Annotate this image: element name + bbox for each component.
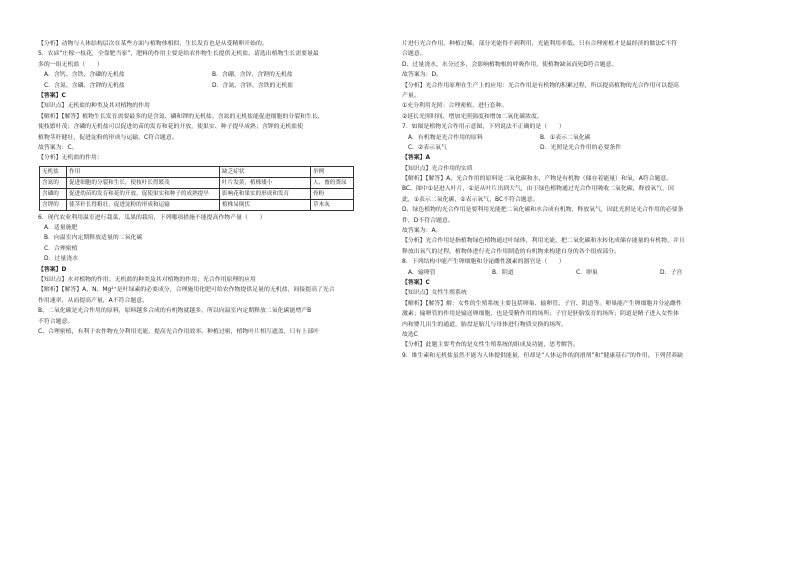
left-column xyxy=(38,39,396,337)
answer-label: 【答案】C xyxy=(38,92,66,99)
explanation-line: 片进行光合作用，种植过稀，部分光能得不到利用，光能利用率低。只有合理密植才是最经济的做法C不符 xyxy=(402,41,678,47)
table-header: 作用 xyxy=(67,166,220,177)
option-b: B．阴道 xyxy=(492,269,514,276)
option-b: B．①表示二氧化碳 xyxy=(540,134,591,141)
option-d: D．子宫 xyxy=(660,269,683,276)
option-b: B．含硼、含锌、含钾的无机盐 xyxy=(212,72,293,79)
table-row xyxy=(40,188,354,199)
option-a: A．适量施肥 xyxy=(44,225,78,232)
analysis-line: 【分析】无机盐的作用： xyxy=(38,155,103,162)
option-a: A．输卵管 xyxy=(408,269,436,276)
explanation-line: B、二氧化碳是光合作用的原料，原料越多合成的有机物就越多，所以向温室内定期释放二氧化碳能增产B xyxy=(38,308,312,315)
option-b: B．向温室内定期释放适量的二氧化碳 xyxy=(44,235,143,242)
explanation-line: 故答案为：D。 xyxy=(402,72,442,79)
table-cell: 促进细胞的分裂和生长，使枝叶长得繁茂 xyxy=(67,177,220,188)
table-header-row xyxy=(40,166,354,177)
answer-label: 【答案】A xyxy=(402,155,431,162)
answer-label: 【答案】D xyxy=(38,266,67,273)
explanation-line: 使枝繁叶茂；含磷的无机盐可以促进幼苗的发育和花的开放，使果实、种子提早成熟；含钾的无机盐使 xyxy=(38,124,304,131)
question-9-stem: 9．维生素和无机盐虽然不能为人体提供能量，但却是“人体运作的润滑剂”和“健康基石”的作用。下列营养缺 xyxy=(402,352,684,359)
option-d: D．含氮、含锌、含铁的无机盐 xyxy=(212,82,294,89)
question-8-stem: 8．下列结构中能产生卵细胞和分泌雌性激素的器官是（ ） xyxy=(402,259,565,266)
table-cell: 草木灰 xyxy=(311,199,354,210)
explanation-line: 故选C xyxy=(402,331,418,338)
analysis-line: 【分析】光合作用原理在生产上的应用：光合作用是有机物的积累过程，所以提高植物的光合作用可以提高 xyxy=(402,82,679,89)
right-column xyxy=(402,39,760,361)
option-a: A．含钙、含铁、含磷的无机盐 xyxy=(44,72,125,79)
answer-label: 【答案】C xyxy=(402,279,430,286)
question-5-options-row-2 xyxy=(38,81,396,91)
explanation-line: 内和婴儿出生的通道，胎盘是胎儿与母体进行物质交换的场所。 xyxy=(402,321,567,328)
question-8-options-row xyxy=(402,268,760,278)
table-cell: 促进幼苗的发育和花的开放，促使果实和种子的成熟提早 xyxy=(67,188,220,199)
knowledge-point: 【知识点】无机盐的种类及其对植物的作用 xyxy=(38,103,150,110)
explanation-line: BC、图中①是进入叶片，②是从叶片出到大气，由于绿色植物通过光合作用吸收二氧化碳，释放氧气，因 xyxy=(402,186,674,193)
knowledge-point: 【知识点】女性生殖系统 xyxy=(402,290,467,297)
table-header: 缺乏症状 xyxy=(220,166,311,177)
explanation-line: 件，D不符合题意。 xyxy=(402,217,454,224)
question-5-stem: 5．农谚“庄稼一枝花，全靠肥当家”，肥料的作用主要是给农作物生长提供无机盐。请选出植物生长需要量最 xyxy=(38,51,319,58)
option-c: C．②表示氧气 xyxy=(408,144,447,151)
explanation-line: 激素；输卵管的作用是输送卵细胞，也是受精作用的场所；子宫是胚胎发育的场所；阴道是精子进入女性体 xyxy=(402,311,679,318)
explanation-line: 【解析】【解答】植物生长发育需要最多的是含氮、磷和钾的无机盐。含氮的无机盐能促进细胞的分裂和生长， xyxy=(38,113,324,120)
table-cell: 含氮的 xyxy=(40,177,67,188)
explanation-line: 故答案为：A。 xyxy=(402,228,442,235)
analysis-line: 释放出氧气的过程。植物体进行光合作用制造的有机物来构建自身的各个组成部分。 xyxy=(402,248,620,255)
explanation-line: 【解析】【解答】A、光合作用的原料是二氧化碳和水，产物是有机物（储存着能量）和氧，A符合题意。 xyxy=(402,176,673,183)
option-d: D．过量浇水 xyxy=(44,256,78,263)
explanation-line: 植物茎秆健壮，促进淀粉的形成与运输，C符合题意。 xyxy=(38,134,178,141)
explanation-line: 此，①表示二氧化碳，②表示氧气，BC不符合题意。 xyxy=(402,196,539,203)
table-cell: 使茎秆长得粗壮，促进淀粉的形成和运输 xyxy=(67,199,220,210)
analysis-line: 【分析】光合作用是指植物绿色植物通过叶绿体，利用光能，把二氧化碳和水转化成储存能量的有机物，并且 xyxy=(402,238,685,245)
table-cell: 叶片发黄，植株矮小 xyxy=(220,177,311,188)
explanation-line: 不符合题意。 xyxy=(38,318,74,325)
table-cell: 植株易倒伏 xyxy=(220,199,311,210)
explanation-line: 作用速率，从而提高产量，A不符合题意。 xyxy=(38,297,149,304)
explanation-line: D、绿色植物的光合作用是要利用光能把二氧化碳和水合成有机物，释放氧气，因此光照是光合作用的必要条 xyxy=(402,207,684,214)
analysis-line: ②延长光照时间、增加光照强度和增加二氧化碳浓度。 xyxy=(402,113,543,120)
explanation-line: D、过量浇水，水分过多，会影响植物根的呼吸作用，使植物缺氧而死D符合题意。 xyxy=(402,61,618,68)
option-a: A．有机物是光合作用的原料 xyxy=(408,134,483,141)
analysis-line: 产量。 xyxy=(402,92,420,99)
explanation-line: C、合理密植，有利于农作物充分利用光能，提高光合作用效率。种植过密，植物叶片相互遮盖，只有上部叶 xyxy=(38,328,319,335)
option-c: C．合理密植 xyxy=(44,245,78,252)
table-row xyxy=(40,177,354,188)
table-cell: 含磷的 xyxy=(40,188,67,199)
explanation-line: 【解析】【解答】解：女性的生殖系统主要包括卵巢、输卵管、子宫、阴道等。卵巢能产生卵细胞并分泌雌性 xyxy=(402,300,682,307)
text-line: 【分析】动物与人体结构层次在某些方面与植物体相似，生长发育也是从受精卵开始的。 xyxy=(38,41,268,47)
table-cell: 影响花和果实的形成和发育 xyxy=(220,188,311,199)
mineral-salt-table xyxy=(39,166,354,211)
table-row xyxy=(40,199,354,210)
option-d: D．光照是光合作用的必要条件 xyxy=(540,144,622,151)
knowledge-point: 【知识点】水对植物的作用；无机盐的种类及其对植物的作用；光合作用原理的应用 xyxy=(38,277,256,284)
knowledge-point: 【知识点】光合作用的实质 xyxy=(402,165,473,172)
option-c: C．卵巢 xyxy=(576,269,598,276)
question-7-stem: 7．如图是植物光合作用示意图，下列说法不正确的是（ ） xyxy=(402,124,565,131)
option-c: C．含氮、含磷、含钾的无机盐 xyxy=(44,82,125,89)
table-cell: 骨粉 xyxy=(311,188,354,199)
table-cell: 含钾的 xyxy=(40,199,67,210)
table-header: 无机盐 xyxy=(40,166,67,177)
question-6-stem: 6．现代农业利用温室进行栽菜、瓜果的栽培，下列哪项措施不能提高作物产量（ ） xyxy=(38,214,266,221)
question-7-options-row-1 xyxy=(402,133,760,143)
explanation-line: 合题意。 xyxy=(402,51,426,58)
question-5-options-row-1 xyxy=(38,70,396,80)
question-5-stem-cont: 多的一组无机盐（ ） xyxy=(38,61,103,68)
question-7-options-row-2 xyxy=(402,143,760,153)
explanation-line: 【解析】【解答】A、N、Mg²⁺是叶绿素的必要成分，合理施用化肥可给农作物提供足量的无机盐，间接提高了光合 xyxy=(38,287,335,294)
explanation-line: 故答案为：C。 xyxy=(38,144,78,151)
table-cell: 人、畜的粪尿 xyxy=(311,177,354,188)
analysis-line: 【分析】此题主要考查的是女性生殖系统的组成及功能，思考解答。 xyxy=(402,342,579,349)
table-header: 举例 xyxy=(311,166,354,177)
analysis-line: ①充分利用光照：合理密植，进行套种。 xyxy=(402,103,508,110)
